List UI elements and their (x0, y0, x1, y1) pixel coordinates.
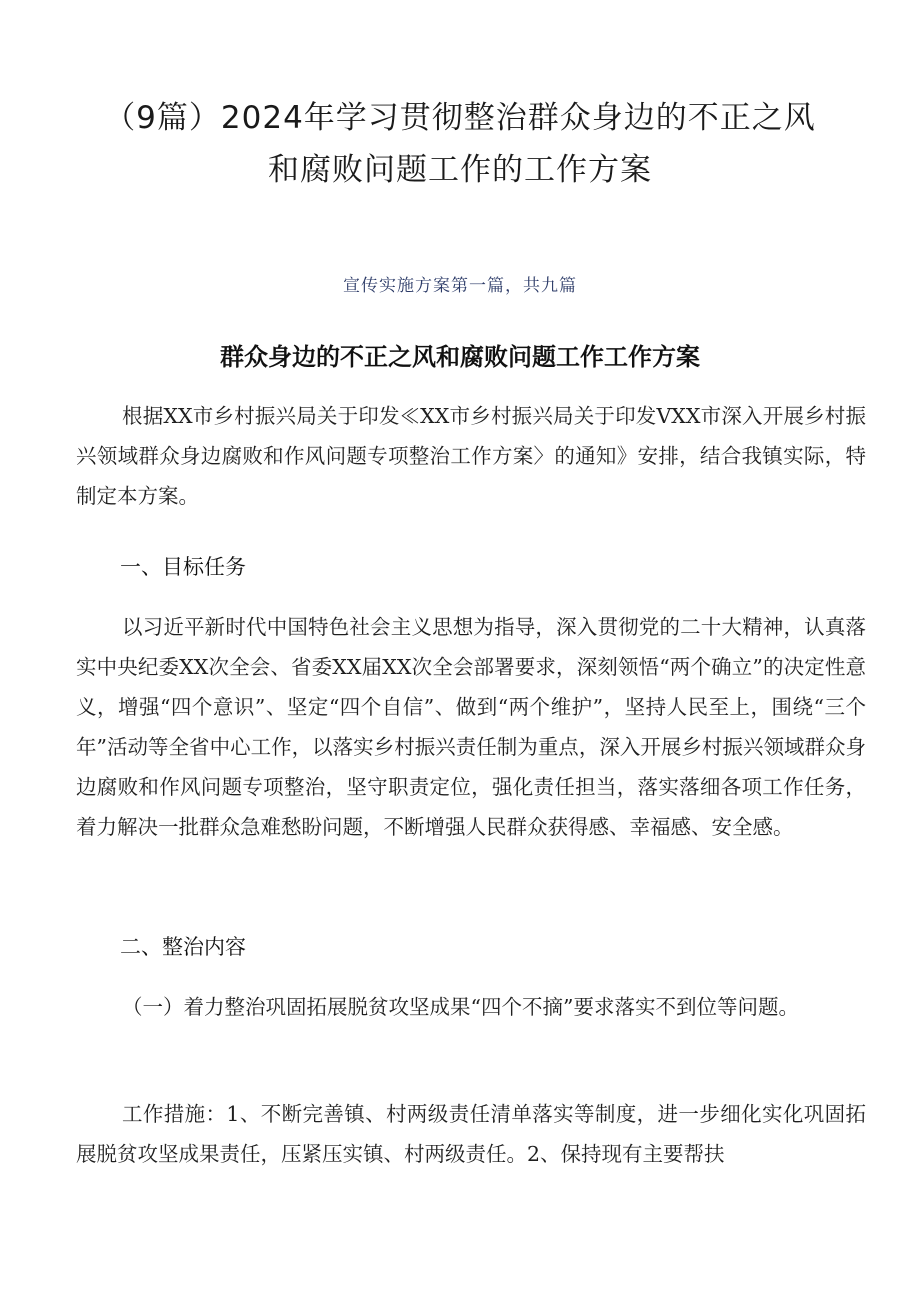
document-title-line-1: （9篇）2024年学习贯彻整治群众身边的不正之风 (104, 100, 816, 136)
heading-rectification-content: 二、整治内容 (120, 935, 246, 959)
document-subtitle: 宣传实施方案第一篇，共九篇 (343, 276, 577, 296)
document-title-line-2: 和腐败问题工作的工作方案 (268, 152, 652, 188)
heading-goals: 一、目标任务 (120, 555, 246, 579)
measures-paragraph: 工作措施：1、不断完善镇、村两级责任清单落实等制度，进一步细化实化巩固拓展脱贫攻坚成果责任，压紧压实镇、村两级责任。2、保持现有主要帮扶 (76, 1102, 866, 1166)
item-1-paragraph: （一）着力整治巩固拓展脱贫攻坚成果“四个不摘”要求落实不到位等问题。 (122, 995, 799, 1019)
goal-paragraph: 以习近平新时代中国特色社会主义思想为指导，深入贯彻党的二十大精神，认真落实中央纪委XX次全会、省委XX届XX次全会部署要求，深刻领悟“两个确立”的决定性意义，增强“四个意识”、坚定“四个自信”、做到“两个维护”，坚持人民至上，围绕“三个年”活动等全省中心工作，以落实乡村振兴责任制为重点，深入开展乡村振兴领域群众身边腐败和作风问题专项整治，坚守职责定位，强化责任担当，落实落细各项工作任务，着力解决一批群众急难愁盼问题，不断增强人民群众获得感、幸福感、安全感。 (76, 615, 866, 839)
section-title: 群众身边的不正之风和腐败问题工作工作方案 (220, 343, 700, 371)
intro-paragraph: 根据XX市乡村振兴局关于印发≪XX市乡村振兴局关于印发VXX市深入开展乡村振兴领域群众身边腐败和作风问题专项整治工作方案〉的通知》安排，结合我镇实际，特制定本方案。 (76, 404, 866, 508)
